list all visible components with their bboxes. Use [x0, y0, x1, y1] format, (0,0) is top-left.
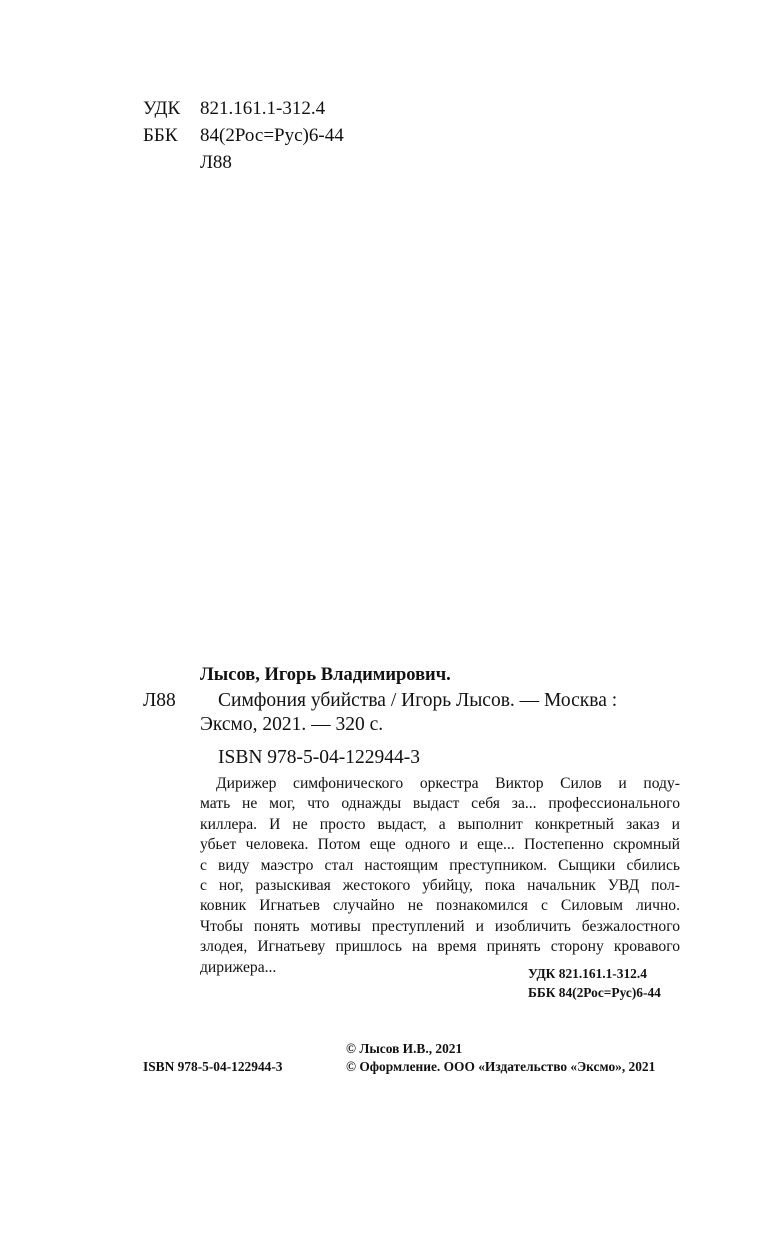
annotation-line: ковник Игнатьев случайно не познакомился с Силовым лично.: [200, 897, 680, 915]
annotation-line: Чтобы понять мотивы преступлений и изобличить безжалостного: [200, 917, 680, 935]
annotation-line: киллера. И не просто выдаст, а выполнит конкретный заказ и: [200, 815, 680, 833]
copyright-author: © Лысов И.В., 2021: [346, 1041, 463, 1056]
title-line-2: Эксмо, 2021. — 320 с.: [200, 714, 384, 735]
bbk-value: 84(2Рос=Рус)6-44: [200, 125, 344, 146]
bbk-label: ББК: [143, 125, 178, 146]
footer-isbn: ISBN 978-5-04-122944-3: [143, 1059, 283, 1074]
bottom-bbk: ББК 84(2Рос=Рус)6-44: [528, 985, 661, 1000]
annotation-line: мать не мог, что однажды выдаст себя за... профессионального: [200, 795, 680, 813]
author-mark-top: Л88: [200, 152, 232, 173]
annotation-paragraph: [143, 774, 680, 978]
title-line-1: Симфония убийства / Игорь Лысов. — Москва :: [218, 690, 618, 711]
annotation-line: дирижера...: [200, 958, 277, 976]
isbn-line: ISBN 978-5-04-122944-3: [218, 747, 421, 768]
annotation-line: убьет человека. Потом еще одного и еще... Постепенно скромный: [200, 836, 680, 854]
annotation-line: с виду маэстро стал настоящим преступником. Сыщики сбились: [200, 856, 680, 874]
udk-label: УДК: [143, 98, 181, 119]
author-heading: Лысов, Игорь Владимирович.: [200, 665, 451, 685]
annotation-line: с ног, разыскивая жестокого убийцу, пока начальник УВД пол-: [200, 877, 680, 895]
udk-value: 821.161.1-312.4: [200, 98, 326, 119]
author-mark: Л88: [143, 690, 176, 711]
bottom-udk: УДК 821.161.1-312.4: [528, 966, 647, 981]
copyright-design: © Оформление. ООО «Издательство «Эксмо», 2021: [346, 1059, 656, 1074]
annotation-line: злодея, Игнатьеву пришлось на время принять сторону кровавого: [200, 938, 680, 956]
annotation-line: Дирижер симфонического оркестра Виктор Силов и поду-: [216, 775, 680, 792]
